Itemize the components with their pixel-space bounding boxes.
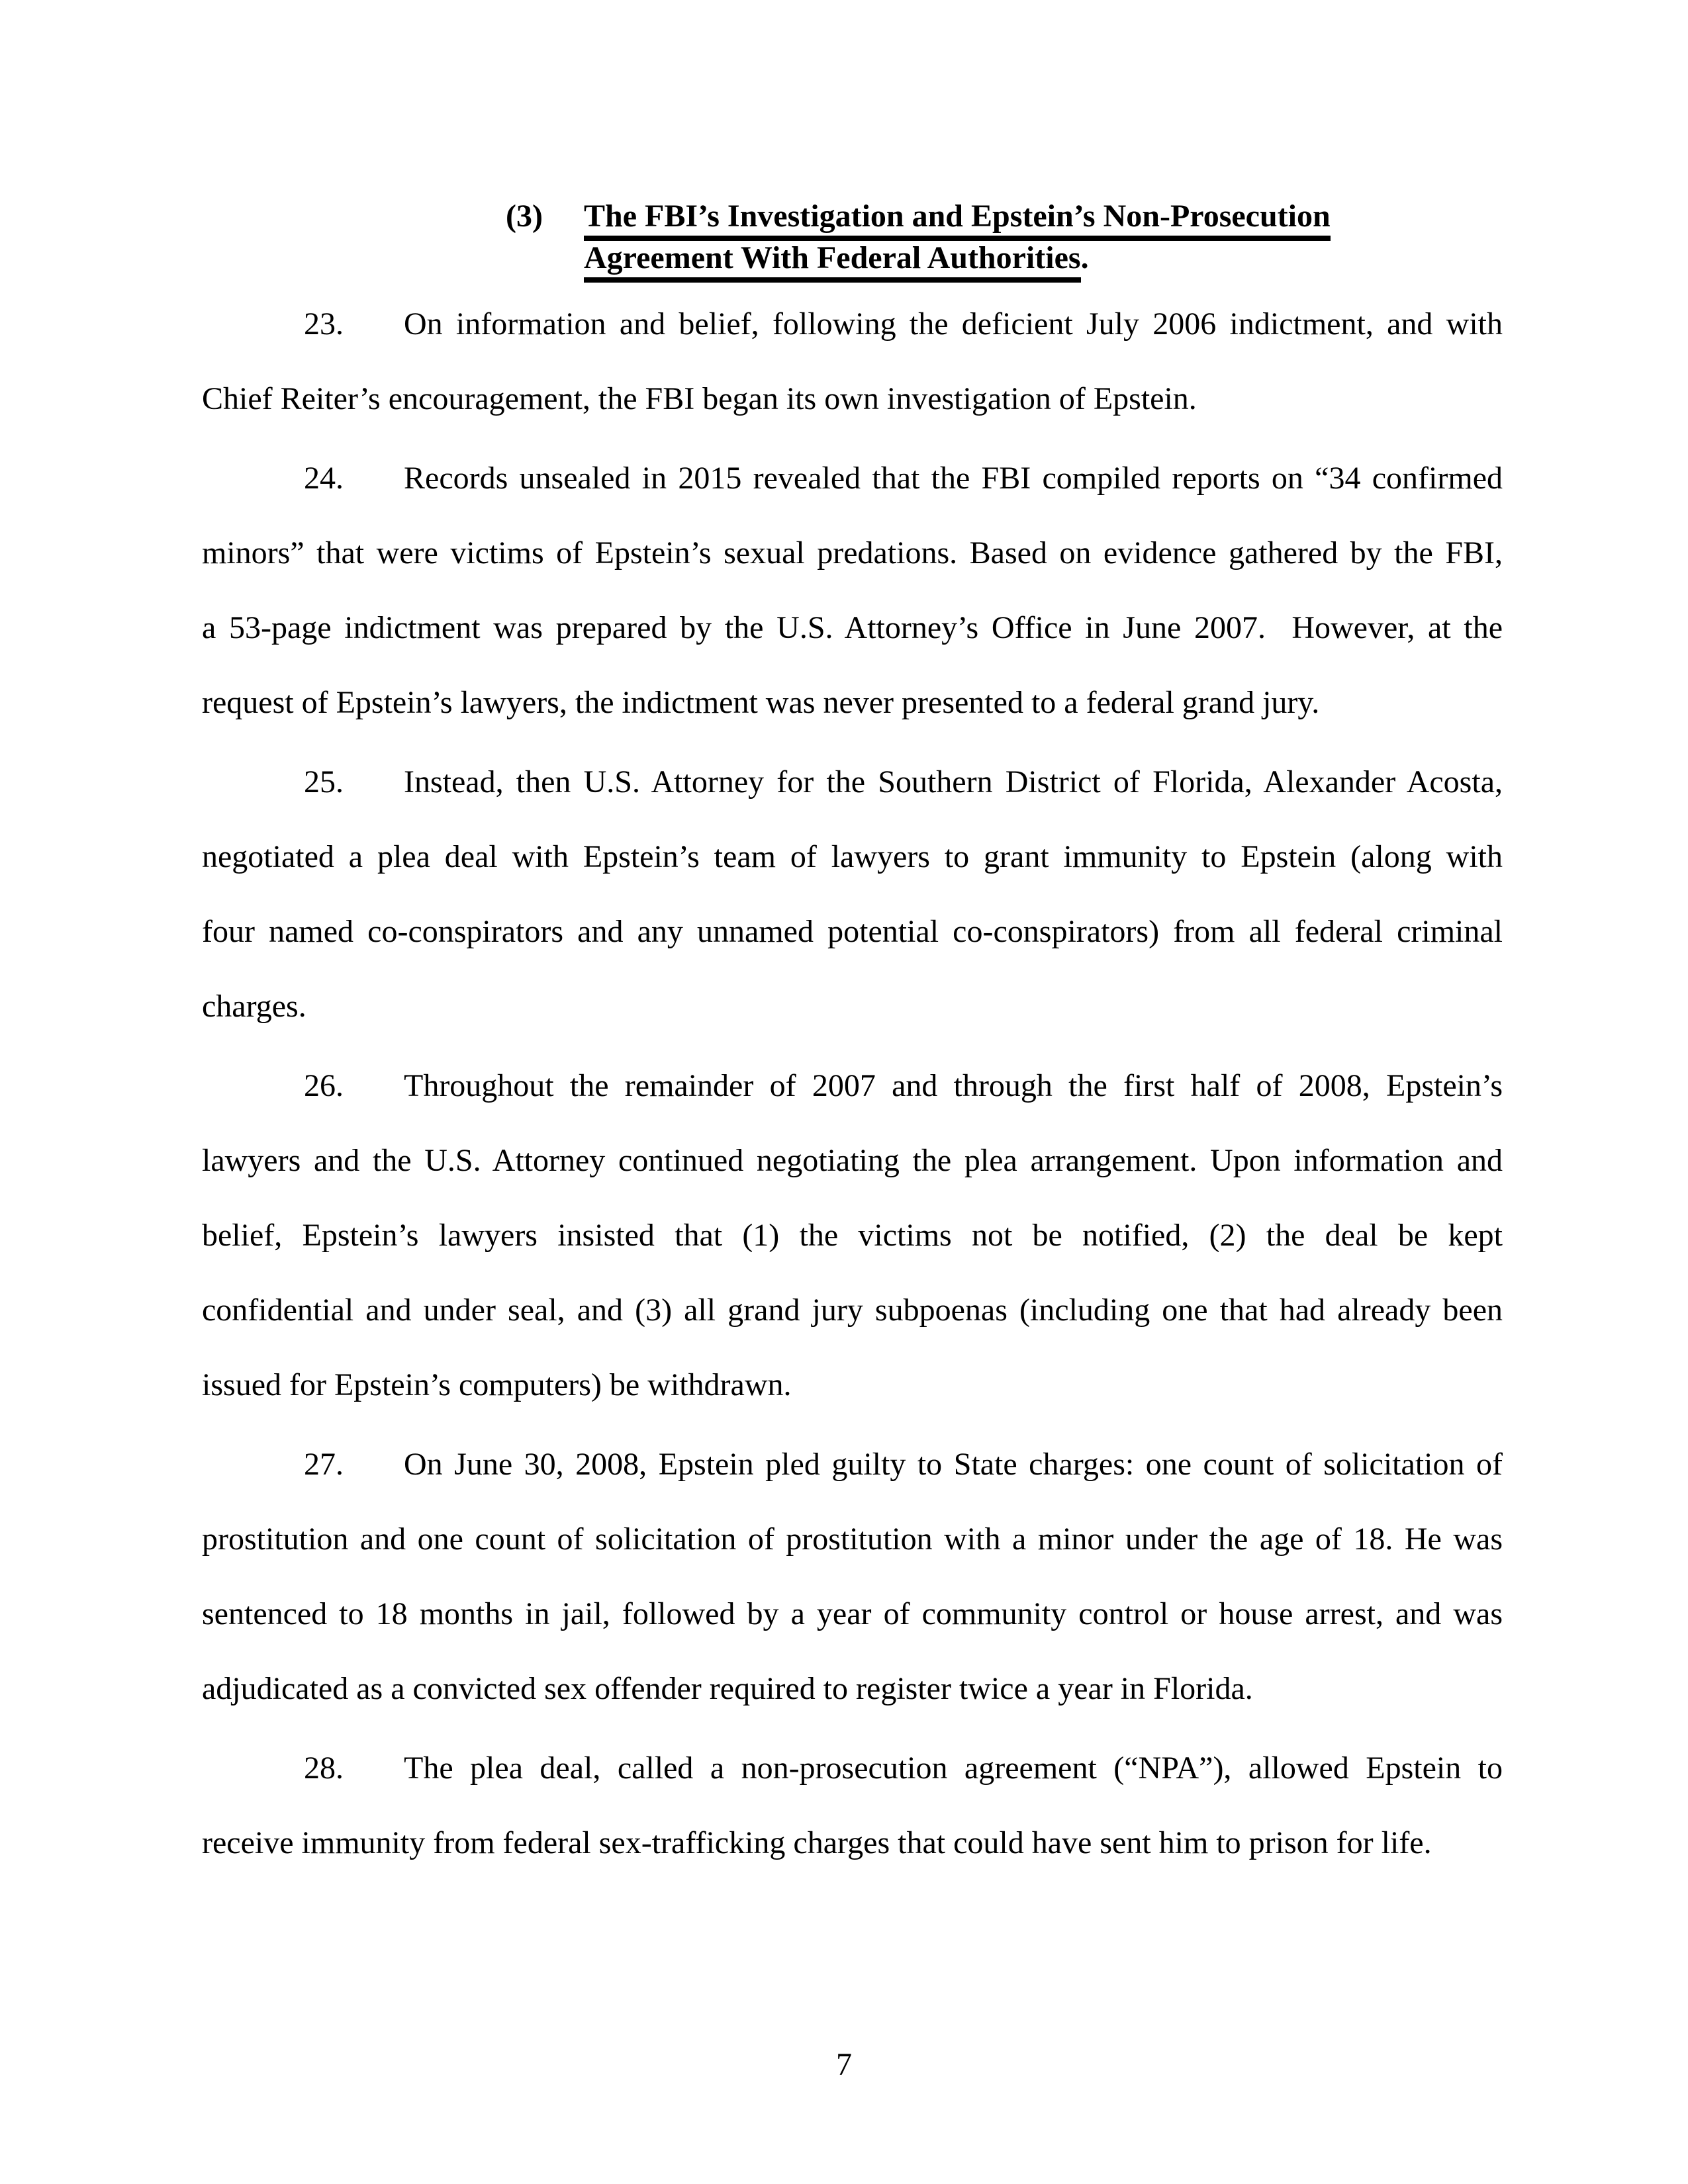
body-line: charges. <box>202 989 306 1024</box>
paragraph-number: 25. <box>304 764 344 799</box>
paragraph-25 <box>202 745 1503 1044</box>
paragraph-24 <box>202 441 1503 740</box>
section-heading-line2 <box>506 237 1331 279</box>
paragraph-number: 26. <box>304 1068 344 1103</box>
section-heading-line1 <box>506 195 1331 237</box>
body-line: adjudicated as a convicted sex offender required to register twice a year in Florida. <box>202 1671 1253 1706</box>
body-line: belief, Epstein’s lawyers insisted that (1) the victims not be notified, (2) the deal be kept <box>202 1218 1503 1253</box>
body-line: request of Epstein’s lawyers, the indictment was never presented to a federal grand jury. <box>202 685 1320 720</box>
body-line: issued for Epstein’s computers) be withdrawn. <box>202 1367 792 1402</box>
body-line: Chief Reiter’s encouragement, the FBI began its own investigation of Epstein. <box>202 381 1197 416</box>
body-line: 24. Records unsealed in 2015 revealed that the FBI compiled reports on “34 confirmed <box>202 441 1503 516</box>
paragraph-number: 23. <box>304 306 344 341</box>
body-line: 25. Instead, then U.S. Attorney for the Southern District of Florida, Alexander Acosta, <box>202 745 1503 819</box>
section-heading-period: . <box>1080 240 1089 275</box>
section-heading <box>506 195 1331 279</box>
paragraph-28 <box>202 1731 1503 1880</box>
paragraph-number: 24. <box>304 461 344 496</box>
body-line: confidential and under seal, and (3) all grand jury subpoenas (including one that had already been <box>202 1293 1503 1328</box>
section-heading-title-part1: The FBI’s Investigation and Epstein’s Non-Prosecution <box>584 199 1331 241</box>
body-line: 27. On June 30, 2008, Epstein pled guilty to State charges: one count of solicitation of <box>202 1427 1503 1502</box>
body-line: negotiated a plea deal with Epstein’s team of lawyers to grant immunity to Epstein (along with <box>202 839 1503 874</box>
body-line: 26. Throughout the remainder of 2007 and through the first half of 2008, Epstein’s <box>202 1048 1503 1123</box>
section-heading-number: (3) <box>506 199 543 234</box>
paragraph-number: 27. <box>304 1447 344 1482</box>
section-heading-title-part2: Agreement With Federal Authorities <box>584 240 1081 283</box>
body-line: receive immunity from federal sex-trafficking charges that could have sent him to prison for life. <box>202 1825 1432 1860</box>
paragraph-27 <box>202 1427 1503 1726</box>
body-text <box>202 287 1503 1880</box>
body-line: four named co-conspirators and any unnamed potential co-conspirators) from all federal criminal <box>202 914 1503 949</box>
body-line: 28. The plea deal, called a non-prosecution agreement (“NPA”), allowed Epstein to <box>202 1731 1503 1805</box>
body-line: prostitution and one count of solicitation of prostitution with a minor under the age of 18. He was <box>202 1522 1503 1557</box>
page-number: 7 <box>836 2047 852 2082</box>
body-line: minors” that were victims of Epstein’s sexual predations. Based on evidence gathered by the FBI, <box>202 535 1503 570</box>
body-line: a 53-page indictment was prepared by the U.S. Attorney’s Office in June 2007. However, at the <box>202 610 1503 645</box>
paragraph-number: 28. <box>304 1751 344 1786</box>
paragraph-26 <box>202 1048 1503 1422</box>
body-line: 23. On information and belief, following the deficient July 2006 indictment, and with <box>202 287 1503 361</box>
body-line: lawyers and the U.S. Attorney continued negotiating the plea arrangement. Upon information and <box>202 1143 1503 1178</box>
body-line: sentenced to 18 months in jail, followed by a year of community control or house arrest, and was <box>202 1596 1503 1631</box>
paragraph-23 <box>202 287 1503 436</box>
